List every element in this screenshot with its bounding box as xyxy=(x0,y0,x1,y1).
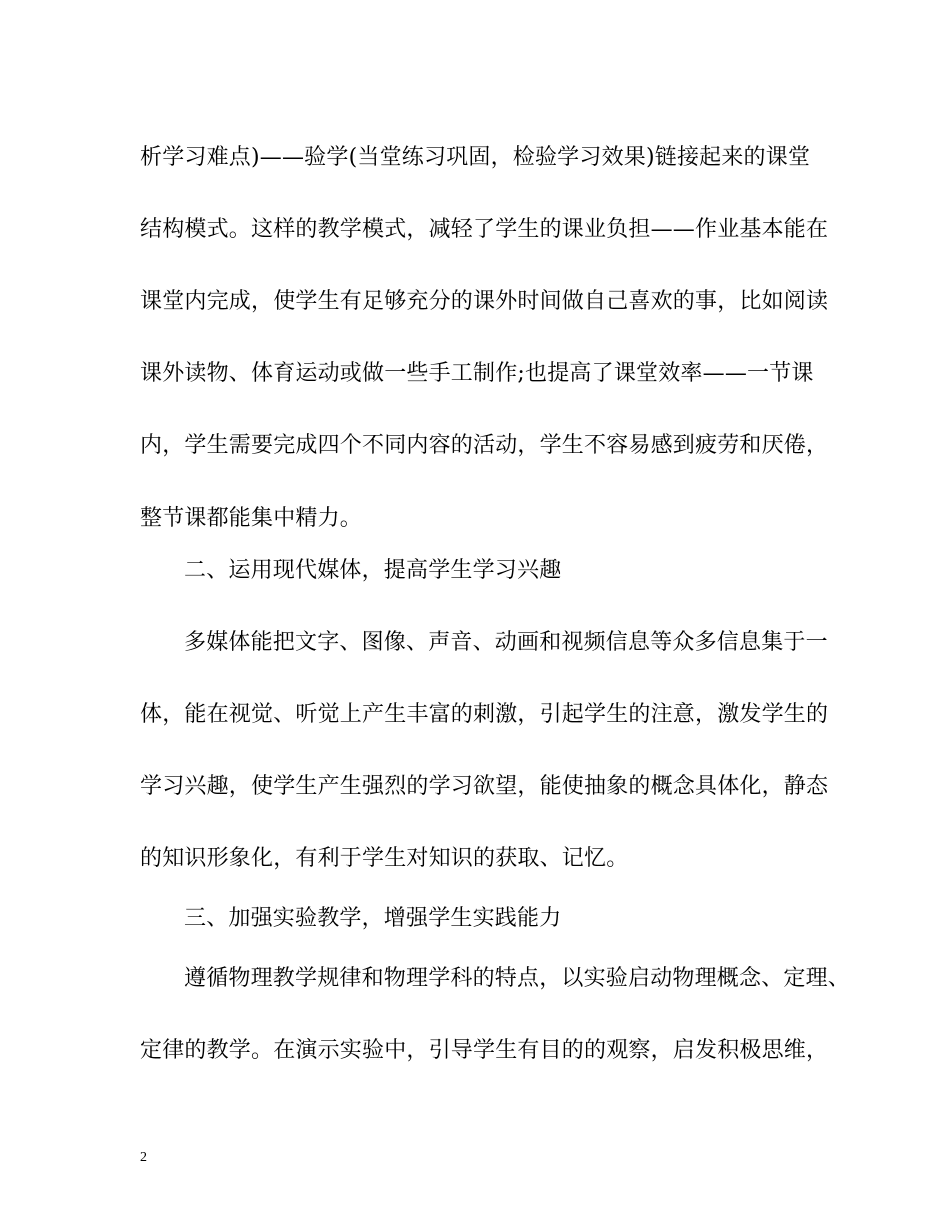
body-text-line: 的知识形象化，有利于学生对知识的获取、记忆。 xyxy=(140,846,629,871)
body-text-line: 课堂内完成，使学生有足够充分的课外时间做自己喜欢的事，比如阅读 xyxy=(140,289,829,314)
body-text-line: 体，能在视觉、听觉上产生丰富的刺激，引起学生的注意，激发学生的 xyxy=(140,702,829,727)
body-text-line: 学习兴趣，使学生产生强烈的学习欲望，能使抽象的概念具体化，静态 xyxy=(140,774,829,799)
body-text-line: 结构模式。这样的教学模式，减轻了学生的课业负担——作业基本能在 xyxy=(140,217,829,242)
body-text-line: 多媒体能把文字、图像、声音、动画和视频信息等众多信息集于一 xyxy=(184,630,828,655)
body-text-line: 遵循物理教学规律和物理学科的特点，以实验启动物理概念、定理、 xyxy=(184,966,851,991)
section-heading: 二、运用现代媒体，提高学生学习兴趣 xyxy=(184,558,562,583)
body-text-line: 析学习难点)——验学(当堂练习巩固，检验学习效果)链接起来的课堂 xyxy=(140,145,811,170)
body-text-line: 定律的教学。在演示实验中，引导学生有目的的观察，启发积极思维， xyxy=(140,1038,829,1063)
page-number: 2 xyxy=(140,1150,147,1165)
body-text-line: 内，学生需要完成四个不同内容的活动，学生不容易感到疲劳和厌倦， xyxy=(140,433,829,458)
body-text-line: 整节课都能集中精力。 xyxy=(140,506,363,531)
section-heading: 三、加强实验教学，增强学生实践能力 xyxy=(184,906,562,931)
body-text-line: 课外读物、体育运动或做一些手工制作;也提高了课堂效率——一节课 xyxy=(140,361,814,386)
